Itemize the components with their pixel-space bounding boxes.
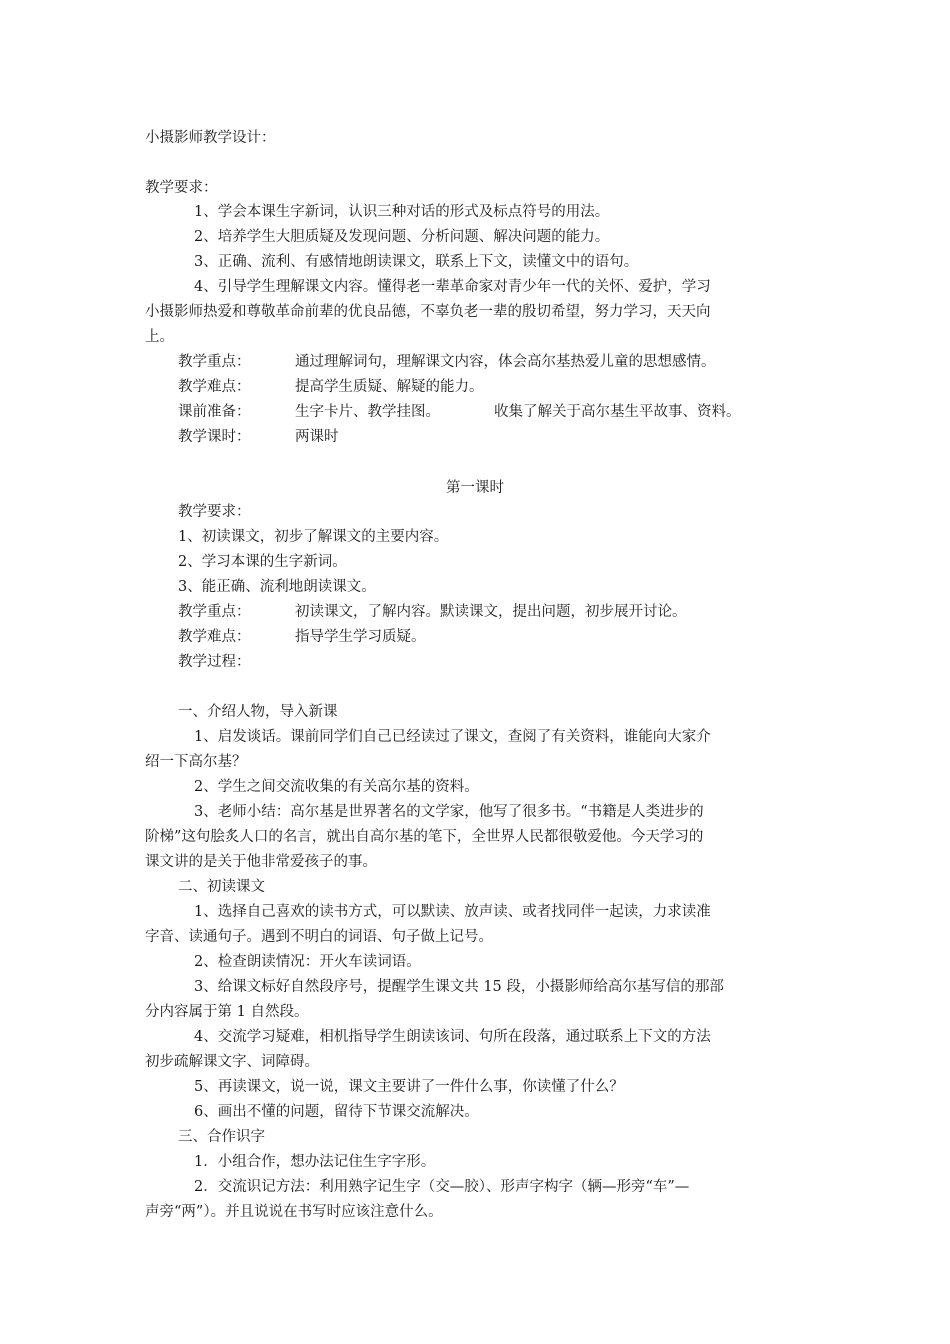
section2-item4-line1: 4、交流学习疑难，相机指导学生朗读该词、句所在段落，通过联系上下文的方法 xyxy=(194,1029,711,1045)
lesson1-focus-value: 初读课文，了解内容。默读课文，提出问题，初步展开讨论。 xyxy=(295,604,687,620)
doc-title: 小摄影师教学设计： xyxy=(145,130,276,146)
section3-item1: 1．小组合作，想办法记住生字字形。 xyxy=(194,1154,436,1170)
requirement-2: 2、培养学生大胆质疑及发现问题、分析问题、解决问题的能力。 xyxy=(194,229,610,245)
section1-item1-line2: 绍一下高尔基？ xyxy=(145,754,247,770)
section1-item3-line1: 3、老师小结：高尔基是世界著名的文学家，他写了很多书。“书籍是人类进步的 xyxy=(194,804,704,820)
difficulty-label: 教学难点： xyxy=(178,379,251,395)
lesson1-requirement-2: 2、学习本课的生字新词。 xyxy=(178,554,347,570)
section3-item2-line1: 2．交流识记方法：利用熟字记生字（交—胶）、形声字构字（辆—形旁“车”— xyxy=(194,1179,690,1195)
section2-item3-line2: 分内容属于第 1 自然段。 xyxy=(145,1004,309,1020)
section2-heading: 二、初读课文 xyxy=(178,879,265,895)
lesson1-difficulty-value: 指导学生学习质疑。 xyxy=(295,629,426,645)
section2-item6: 6、画出不懂的问题，留待下节课交流解决。 xyxy=(194,1104,479,1120)
hours-row xyxy=(178,427,339,447)
preparation-value-2: 收集了解关于高尔基生平故事、资料。 xyxy=(494,404,741,420)
section3-heading: 三、合作识字 xyxy=(178,1129,265,1145)
section2-item1-line2: 字音、读通句子。遇到不明白的词语、句子做上记号。 xyxy=(145,929,493,945)
lesson1-difficulty-row xyxy=(178,627,426,647)
section2-item3-line1: 3、给课文标好自然段序号，提醒学生课文共 15 段，小摄影师给高尔基写信的那部 xyxy=(194,979,724,995)
section2-item1-line1: 1、选择自己喜欢的读书方式，可以默读、放声读、或者找同伴一起读，力求读准 xyxy=(194,904,711,920)
lesson1-heading: 第一课时 xyxy=(446,480,504,496)
lesson1-focus-label: 教学重点： xyxy=(178,604,251,620)
preparation-row xyxy=(178,402,741,422)
focus-label: 教学重点： xyxy=(178,354,251,370)
section1-item1-line1: 1、启发谈话。课前同学们自己已经读过了课文，查阅了有关资料，谁能向大家介 xyxy=(194,729,711,745)
requirement-4-line1: 4、引导学生理解课文内容。懂得老一辈革命家对青少年一代的关怀、爱护，学习 xyxy=(194,279,711,295)
lesson1-process-label: 教学过程： xyxy=(178,654,251,670)
section2-item5: 5、再读课文，说一说，课文主要讲了一件什么事，你读懂了什么？ xyxy=(194,1079,624,1095)
lesson1-requirement-1: 1、初读课文，初步了解课文的主要内容。 xyxy=(178,529,449,545)
focus-row xyxy=(178,352,716,372)
hours-value: 两课时 xyxy=(295,429,339,445)
preparation-label: 课前准备： xyxy=(178,404,251,420)
section1-heading: 一、介绍人物，导入新课 xyxy=(178,704,338,720)
section1-item3-line3: 课文讲的是关于他非常爱孩子的事。 xyxy=(145,854,377,870)
difficulty-value: 提高学生质疑、解疑的能力。 xyxy=(295,379,484,395)
requirement-4-line3: 上。 xyxy=(145,329,174,345)
focus-value: 通过理解词句，理解课文内容，体会高尔基热爱儿童的思想感情。 xyxy=(295,354,716,370)
lesson1-requirement-3: 3、能正确、流利地朗读课文。 xyxy=(178,579,376,595)
difficulty-row xyxy=(178,377,484,397)
preparation-value: 生字卡片、教学挂图。 xyxy=(295,404,440,420)
lesson1-requirements-heading: 教学要求： xyxy=(178,504,251,520)
requirements-heading: 教学要求： xyxy=(145,180,218,196)
requirement-3: 3、正确、流利、有感情地朗读课文，联系上下文，读懂文中的语句。 xyxy=(194,254,639,270)
section1-item3-line2: 阶梯”这句脍炙人口的名言，就出自高尔基的笔下，全世界人民都很敬爱他。今天学习的 xyxy=(145,829,704,845)
section2-item2: 2、检查朗读情况：开火车读词语。 xyxy=(194,954,421,970)
requirement-1: 1、学会本课生字新词，认识三种对话的形式及标点符号的用法。 xyxy=(194,204,610,220)
requirement-4-line2: 小摄影师热爱和尊敬革命前辈的优良品德，不辜负老一辈的殷切希望，努力学习，天天向 xyxy=(145,304,711,320)
section2-item4-line2: 初步疏解课文字、词障碍。 xyxy=(145,1054,319,1070)
lesson1-difficulty-label: 教学难点： xyxy=(178,629,251,645)
hours-label: 教学课时： xyxy=(178,429,251,445)
section1-item2: 2、学生之间交流收集的有关高尔基的资料。 xyxy=(194,779,479,795)
lesson1-focus-row xyxy=(178,602,687,622)
section3-item2-line2: 声旁“两”）。并且说说在书写时应该注意什么。 xyxy=(145,1204,443,1220)
